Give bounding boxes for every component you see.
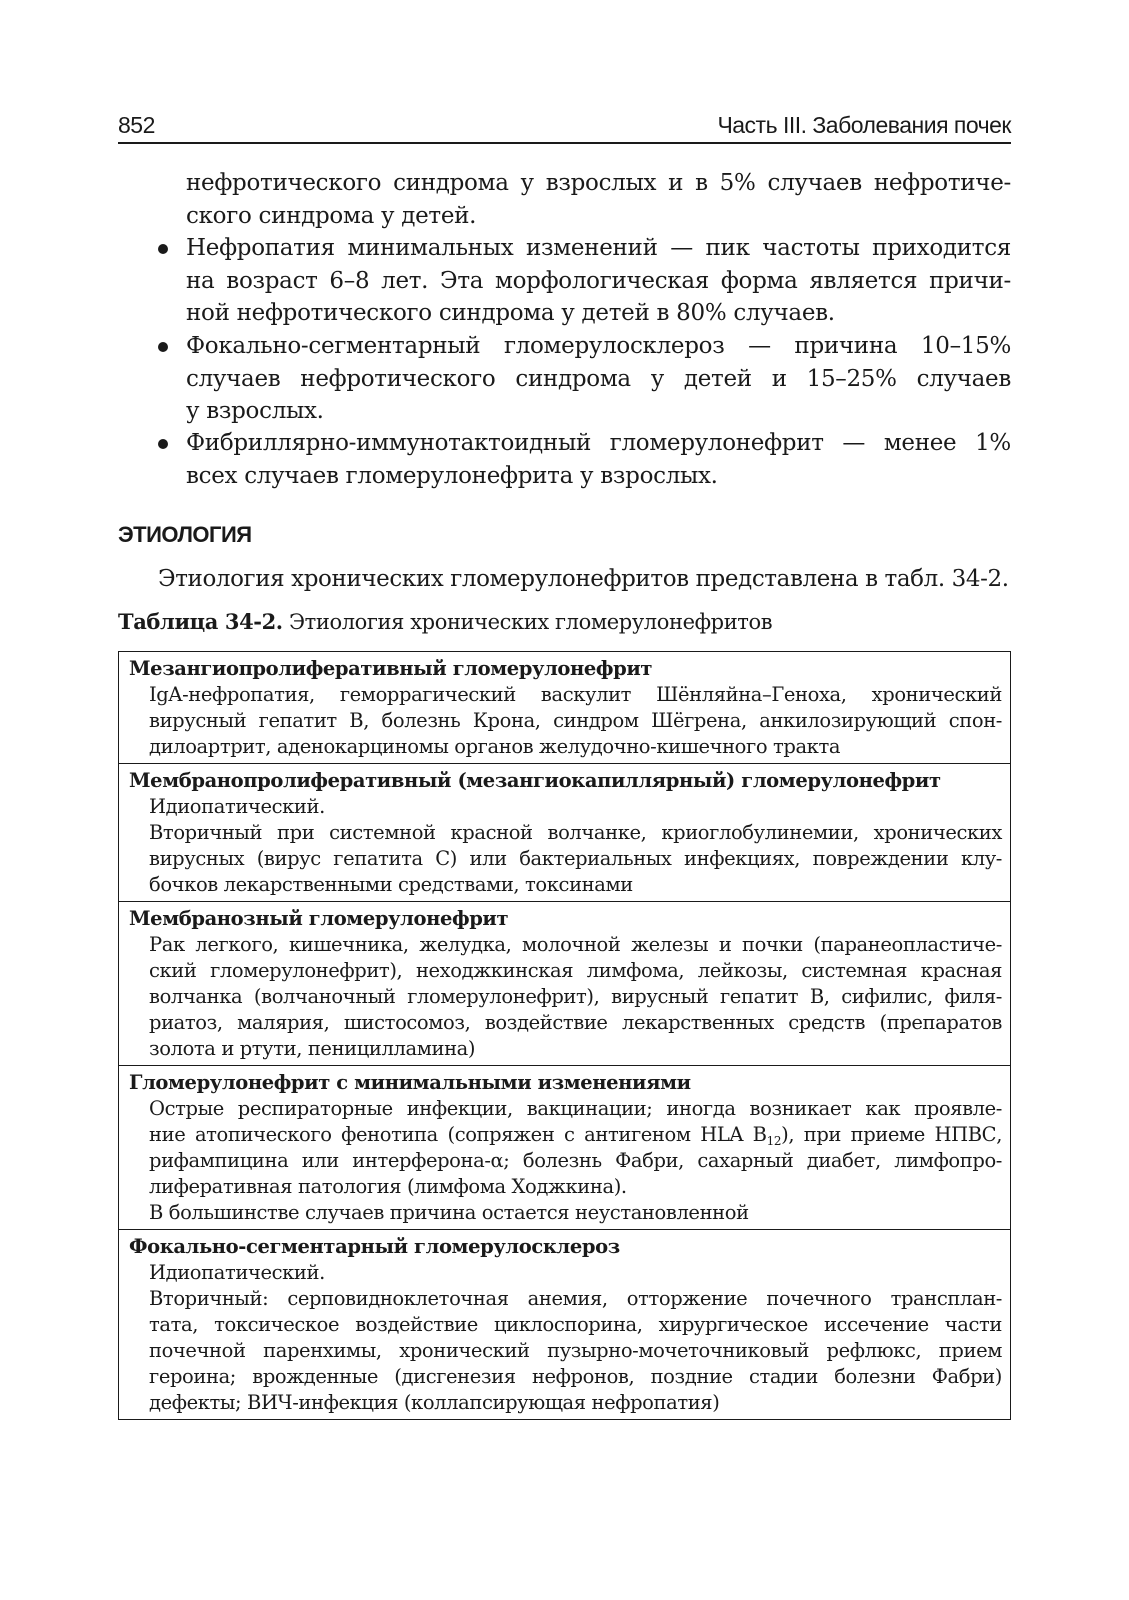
row-line: Вторичный: серповидноклеточная анемия, отторжение почечного трансплан-: [149, 1287, 1002, 1310]
running-header: [118, 110, 1011, 144]
bullet-item: [118, 232, 1011, 330]
row-line: дефекты; ВИЧ-инфекция (коллапсирующая нефропатия): [149, 1391, 720, 1414]
row-line: дилоартрит, аденокарциномы органов желудочно-кишечного тракта: [149, 735, 841, 758]
row-line-with-subscript: [129, 1122, 1002, 1148]
row-line: волчанка (волчаночный гломерулонефрит), вирусный гепатит В, сифилис, филя-: [149, 985, 1002, 1008]
bullet-icon: [158, 244, 168, 254]
row-line: почечной паренхимы, хронический пузырно-мочеточниковый рефлюкс, прием: [149, 1339, 1002, 1362]
row-line: В большинстве случаев причина остается неустановленной: [149, 1201, 749, 1224]
continued-paragraph: [118, 167, 1011, 232]
bullet-item: [118, 427, 1011, 492]
row-line-start: ние атопического фенотипа (сопряжен с антигеном HLA B: [149, 1123, 767, 1146]
text-line: Нефропатия минимальных изменений — пик частоты приходится: [186, 235, 1011, 261]
text-line: случаев нефротического синдрома у детей и 15–25% случаев: [186, 365, 1011, 392]
row-heading: Мембранопролиферативный (мезангиокапиллярный) гломерулонефрит: [129, 769, 941, 792]
table-caption-label: Таблица 34-2.: [118, 609, 283, 634]
bullet-icon: [158, 342, 168, 352]
subscript-12: 12: [766, 1134, 782, 1148]
table-caption: [118, 609, 772, 634]
row-line: тата, токсическое воздействие циклоспорина, хирургическое иссечение части: [149, 1313, 1002, 1336]
row-line: IgA-нефропатия, геморрагический васкулит Шёнляйна–Геноха, хронический: [149, 683, 1002, 706]
table-row: [119, 902, 1010, 1066]
row-line: ский гломерулонефрит), неходжкинская лимфома, лейкозы, системная красная: [149, 959, 1002, 982]
text-line: ной нефротического синдрома у детей в 80% случаев.: [186, 300, 835, 326]
table-row: [119, 1066, 1010, 1230]
row-line-end: ), при приеме НПВС,: [781, 1123, 1003, 1146]
text-line: всех случаев гломерулонефрита у взрослых.: [186, 462, 718, 489]
row-line: бочков лекарственными средствами, токсинами: [149, 873, 633, 896]
row-line: героина; врожденные (дисгенезия нефронов, поздние стадии болезни Фабри): [149, 1365, 1002, 1388]
row-line: Острые респираторные инфекции, вакцинации; иногда возникает как проявле-: [149, 1097, 1002, 1120]
bullet-item: [118, 330, 1011, 428]
row-line: вирусный гепатит В, болезнь Крона, синдром Шёгрена, анкилозирующий спон-: [149, 709, 1002, 732]
row-heading: Фокально-сегментарный гломерулосклероз: [129, 1235, 620, 1258]
row-line: Вторичный при системной красной волчанке, криоглобулинемии, хронических: [149, 821, 1002, 844]
row-line: Идиопатический.: [149, 1261, 325, 1284]
row-heading: Мембранозный гломерулонефрит: [129, 907, 509, 930]
page-number: 852: [118, 112, 155, 138]
text-line: на возраст 6–8 лет. Эта морфологическая форма является причи-: [186, 267, 1011, 294]
table-row: [119, 652, 1010, 764]
table-caption-text: Этиология хронических гломерулонефритов: [282, 610, 773, 634]
bullet-icon: [158, 439, 168, 449]
row-heading: Мезангиопролиферативный гломерулонефрит: [129, 657, 653, 680]
section-heading: ЭТИОЛОГИЯ: [118, 522, 252, 547]
text-line: нефротического синдрома у взрослых и в 5% случаев нефротиче-: [186, 170, 1011, 196]
row-line: лиферативная патология (лимфома Ходжкина).: [149, 1175, 627, 1198]
text-line: Фибриллярно-иммунотактоидный гломерулонефрит — менее 1%: [186, 430, 1011, 456]
etiology-table: [118, 651, 1011, 1420]
row-line: Идиопатический.: [149, 795, 325, 818]
section-intro: Этиология хронических гломерулонефритов представлена в табл. 34-2.: [158, 566, 1009, 592]
row-line: рифампицина или интерферона-α; болезнь Фабри, сахарный диабет, лимфопро-: [149, 1149, 1002, 1172]
text-line: Фокально-сегментарный гломерулосклероз — причина 10–15%: [186, 333, 1011, 359]
table-row: [119, 1230, 1010, 1419]
text-line: ского синдрома у детей.: [186, 202, 477, 229]
row-line: риатоз, малярия, шистосомоз, воздействие лекарственных средств (препаратов: [149, 1011, 1002, 1034]
text-line: у взрослых.: [186, 398, 324, 424]
running-title: Часть III. Заболевания почек: [717, 112, 1011, 138]
row-heading: Гломерулонефрит с минимальными изменениями: [129, 1071, 691, 1094]
row-line: вирусных (вирус гепатита С) или бактериальных инфекциях, повреждении клу-: [149, 847, 1002, 870]
table-row: [119, 764, 1010, 902]
row-line: золота и ртути, пеницилламина): [149, 1037, 476, 1060]
row-line: Рак легкого, кишечника, желудка, молочной железы и почки (паранеопластиче-: [149, 933, 1002, 956]
